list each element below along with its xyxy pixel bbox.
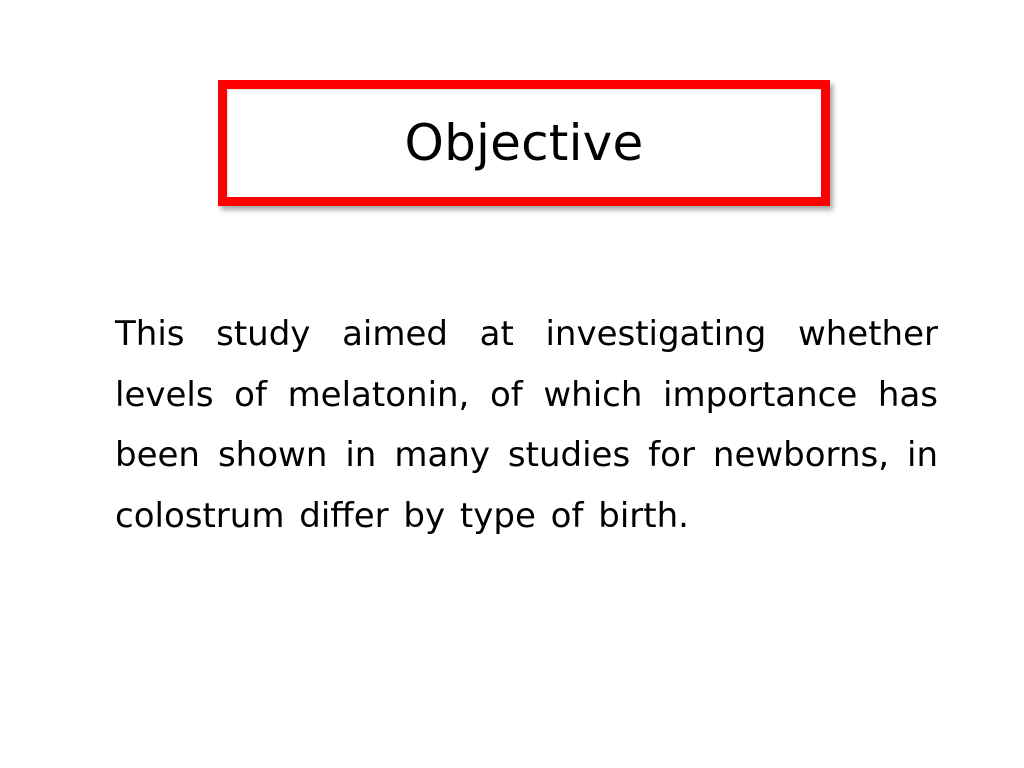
slide-title: Objective [404,114,644,172]
title-box [218,80,830,206]
objective-body-text: This study aimed at investigating whether levels of melatonin, of which importance has been shown in many studies for newborns, in colostrum differ by type of birth. [115,314,938,536]
